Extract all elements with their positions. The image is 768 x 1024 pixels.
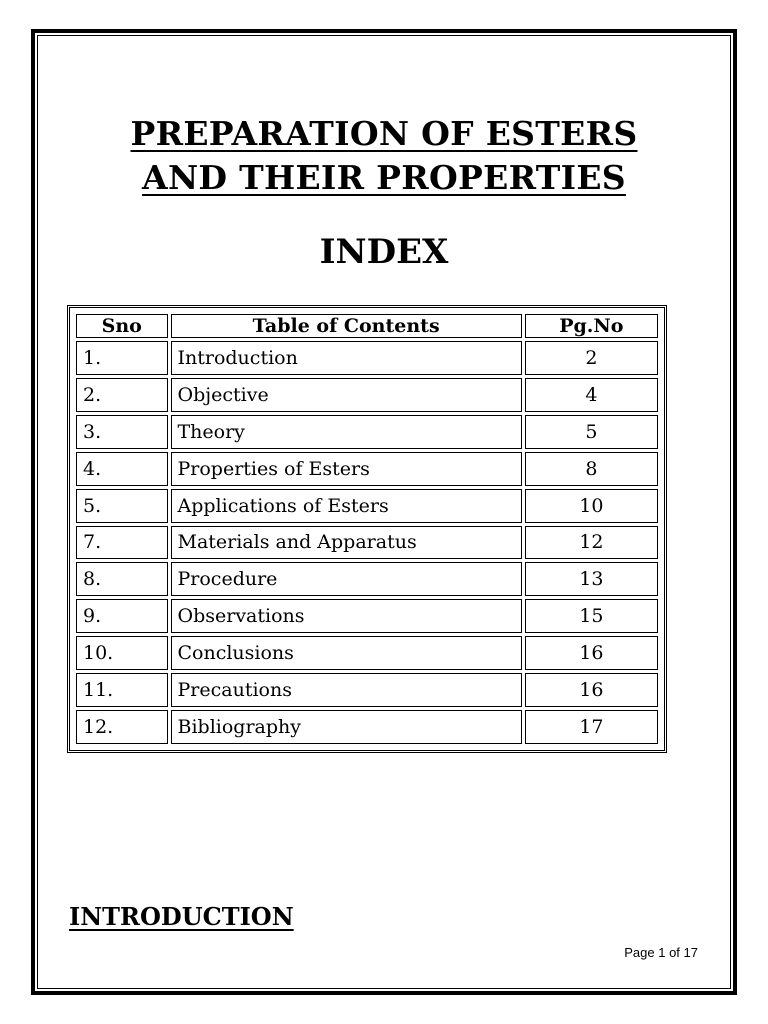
table-row bbox=[76, 636, 658, 670]
row-page-number: 16 bbox=[525, 636, 658, 670]
row-sno: 11. bbox=[76, 673, 168, 707]
row-title: Conclusions bbox=[171, 636, 522, 670]
row-title: Procedure bbox=[171, 562, 522, 596]
document-title bbox=[37, 112, 731, 200]
row-page-number: 10 bbox=[525, 489, 658, 523]
table-row bbox=[76, 673, 658, 707]
toc-table bbox=[73, 311, 661, 747]
row-page-number: 15 bbox=[525, 599, 658, 633]
table-row bbox=[76, 562, 658, 596]
row-sno: 3. bbox=[76, 415, 168, 449]
page-number: Page 1 of 17 bbox=[624, 945, 698, 960]
row-title: Introduction bbox=[171, 341, 522, 375]
table-row bbox=[76, 415, 658, 449]
title-line-2: AND THEIR PROPERTIES bbox=[142, 158, 626, 197]
table-row bbox=[76, 526, 658, 560]
table-of-contents bbox=[67, 305, 667, 753]
row-title: Theory bbox=[171, 415, 522, 449]
row-sno: 2. bbox=[76, 378, 168, 412]
row-page-number: 4 bbox=[525, 378, 658, 412]
row-title: Precautions bbox=[171, 673, 522, 707]
row-page-number: 12 bbox=[525, 526, 658, 560]
table-row bbox=[76, 599, 658, 633]
index-heading: INDEX bbox=[319, 232, 449, 272]
row-title: Bibliography bbox=[171, 710, 522, 744]
row-sno: 12. bbox=[76, 710, 168, 744]
row-page-number: 2 bbox=[525, 341, 658, 375]
header-page-number: Pg.No bbox=[525, 314, 658, 338]
toc-body bbox=[76, 341, 658, 744]
row-page-number: 8 bbox=[525, 452, 658, 486]
row-page-number: 16 bbox=[525, 673, 658, 707]
table-row bbox=[76, 489, 658, 523]
row-title: Materials and Apparatus bbox=[171, 526, 522, 560]
title-line-1: PREPARATION OF ESTERS bbox=[130, 114, 638, 153]
row-sno: 7. bbox=[76, 526, 168, 560]
row-title: Applications of Esters bbox=[171, 489, 522, 523]
row-page-number: 5 bbox=[525, 415, 658, 449]
toc-header-row bbox=[76, 314, 658, 338]
row-title: Properties of Esters bbox=[171, 452, 522, 486]
table-row bbox=[76, 378, 658, 412]
row-sno: 5. bbox=[76, 489, 168, 523]
row-sno: 8. bbox=[76, 562, 168, 596]
table-row bbox=[76, 341, 658, 375]
row-title: Objective bbox=[171, 378, 522, 412]
row-sno: 9. bbox=[76, 599, 168, 633]
section-heading-introduction: INTRODUCTION bbox=[69, 902, 294, 931]
row-sno: 10. bbox=[76, 636, 168, 670]
row-sno: 1. bbox=[76, 341, 168, 375]
row-page-number: 17 bbox=[525, 710, 658, 744]
row-sno: 4. bbox=[76, 452, 168, 486]
row-page-number: 13 bbox=[525, 562, 658, 596]
header-contents: Table of Contents bbox=[171, 314, 522, 338]
row-title: Observations bbox=[171, 599, 522, 633]
table-row bbox=[76, 452, 658, 486]
header-sno: Sno bbox=[76, 314, 168, 338]
table-row bbox=[76, 710, 658, 744]
